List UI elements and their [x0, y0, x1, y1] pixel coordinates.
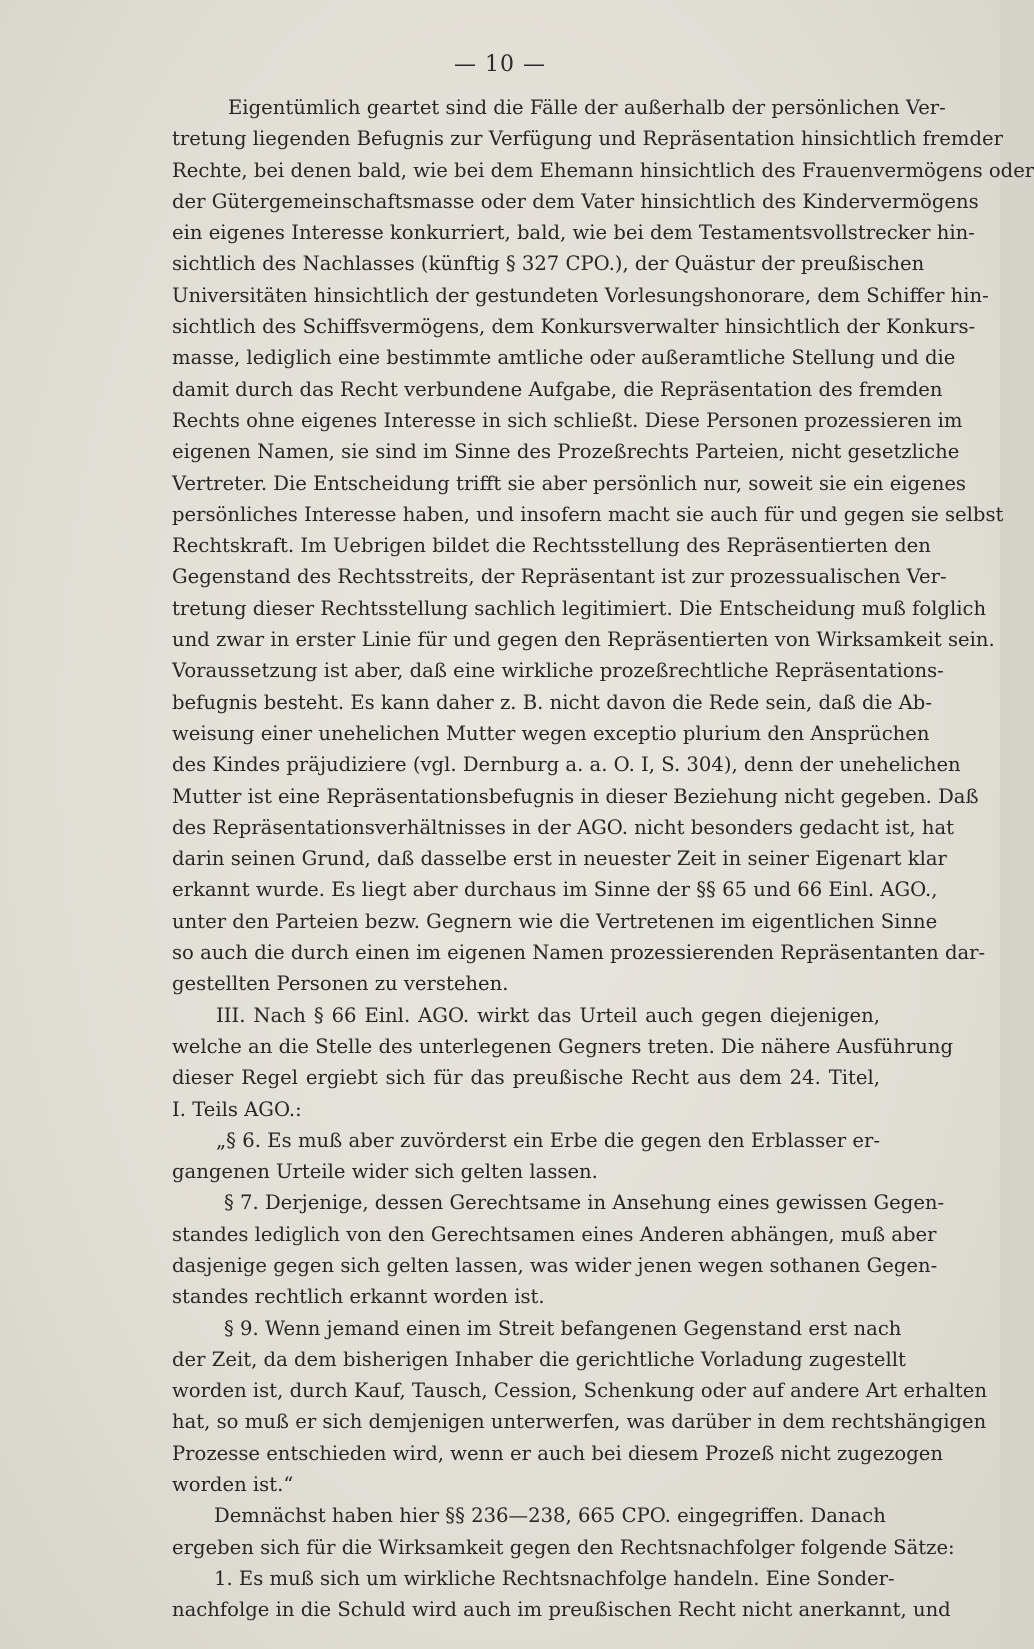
text-line: damit durch das Recht verbundene Aufgabe, die Repräsentation des fremden: [172, 377, 943, 401]
text-line: standes lediglich von den Gerechtsamen eines Anderen abhängen, muß aber: [172, 1222, 937, 1246]
page-number: — 10 —: [454, 52, 546, 77]
text-line: Vertreter. Die Entscheidung trifft sie aber persönlich nur, soweit sie ein eigenes: [172, 471, 966, 495]
text-line: Rechte, bei denen bald, wie bei dem Ehemann hinsichtlich des Frauenvermögens oder: [172, 158, 1034, 182]
text-line: dieser Regel ergiebt sich für das preußische Recht aus dem 24. Titel,: [172, 1066, 880, 1090]
text-line: standes rechtlich erkannt worden ist.: [172, 1285, 545, 1309]
text-line: Gegenstand des Rechtsstreits, der Repräsentant ist zur prozessualischen Ver-: [172, 565, 947, 589]
text-line: befugnis besteht. Es kann daher z. B. nicht davon die Rede sein, daß die Ab-: [172, 690, 932, 714]
text-line: des Kindes präjudiziere (vgl. Dernburg a. a. O. I, S. 304), denn der unehelichen: [172, 753, 961, 777]
text-line: Mutter ist eine Repräsentationsbefugnis in dieser Beziehung nicht gegeben. Daß: [172, 784, 979, 808]
body-text: [172, 92, 1034, 1626]
text-line: Eigentümlich geartet sind die Fälle der außerhalb der persönlichen Ver-: [228, 96, 946, 119]
text-line: Rechtskraft. Im Uebrigen bildet die Rechtsstellung des Repräsentierten den: [172, 534, 931, 558]
text-line: der Gütergemeinschaftsmasse oder dem Vater hinsichtlich des Kindervermögens: [172, 189, 979, 213]
text-line: Universitäten hinsichtlich der gestundeten Vorlesungshonorare, dem Schiffer hin-: [172, 283, 989, 307]
text-line: worden ist, durch Kauf, Tausch, Cession, Schenkung oder auf andere Art erhalten: [172, 1379, 987, 1403]
text-line: dasjenige gegen sich gelten lassen, was wider jenen wegen sothanen Gegen-: [172, 1253, 938, 1277]
text-line: worden ist.“: [172, 1473, 294, 1497]
text-line: gestellten Personen zu verstehen.: [172, 972, 509, 996]
text-line: des Repräsentationsverhältnisses in der AGO. nicht besonders gedacht ist, hat: [172, 815, 955, 839]
text-line: 1. Es muß sich um wirkliche Rechtsnachfolge handeln. Eine Sonder-: [214, 1566, 895, 1590]
text-line: Rechts ohne eigenes Interesse in sich schließt. Diese Personen prozessieren im: [172, 408, 963, 432]
text-line: sichtlich des Schiffsvermögens, dem Konkursverwalter hinsichtlich der Konkurs-: [172, 315, 976, 339]
text-line: und zwar in erster Linie für und gegen den Repräsentierten von Wirksamkeit sein.: [172, 628, 995, 652]
text-line: tretung liegenden Befugnis zur Verfügung und Repräsentation hinsichtlich fremder: [172, 127, 1003, 151]
text-line: eigenen Namen, sie sind im Sinne des Prozeßrechts Parteien, nicht gesetzliche: [172, 440, 960, 464]
text-line: weisung einer unehelichen Mutter wegen exceptio plurium den Ansprüchen: [172, 721, 930, 745]
text-line: tretung dieser Rechtsstellung sachlich legitimiert. Die Entscheidung muß folglich: [172, 596, 987, 620]
text-line: welche an die Stelle des unterlegenen Gegners treten. Die nähere Ausführung: [172, 1034, 954, 1058]
text-line: darin seinen Grund, daß dasselbe erst in neuester Zeit in seiner Eigenart klar: [172, 847, 947, 871]
text-line: III. Nach § 66 Einl. AGO. wirkt das Urteil auch gegen diejenigen,: [216, 1003, 880, 1027]
text-line: Voraussetzung ist aber, daß eine wirkliche prozeßrechtliche Repräsentations-: [172, 659, 944, 683]
text-line: § 7. Derjenige, dessen Gerechtsame in Ansehung eines gewissen Gegen-: [224, 1191, 945, 1215]
text-line: gangenen Urteile wider sich gelten lassen.: [172, 1160, 598, 1184]
text-line: ein eigenes Interesse konkurriert, bald, wie bei dem Testamentsvollstrecker hin-: [172, 221, 975, 245]
text-line: I. Teils AGO.:: [172, 1097, 302, 1121]
text-line: unter den Parteien bezw. Gegnern wie die Vertretenen im eigentlichen Sinne: [172, 909, 938, 933]
text-line: persönliches Interesse haben, und insofern macht sie auch für und gegen sie selbst: [172, 502, 1004, 526]
text-line: erkannt wurde. Es liegt aber durchaus im Sinne der §§ 65 und 66 Einl. AGO.,: [172, 878, 938, 902]
text-line: „§ 6. Es muß aber zuvörderst ein Erbe die gegen den Erblasser er-: [216, 1128, 880, 1152]
text-line: Prozesse entschieden wird, wenn er auch bei diesem Prozeß nicht zugezogen: [172, 1441, 943, 1465]
text-line: der Zeit, da dem bisherigen Inhaber die gerichtliche Vorladung zugestellt: [172, 1347, 906, 1371]
text-line: masse, lediglich eine bestimmte amtliche oder außeramtliche Stellung und die: [172, 346, 956, 370]
text-line: sichtlich des Nachlasses (künftig § 327 CPO.), der Quästur der preußischen: [172, 252, 925, 276]
text-line: Demnächst haben hier §§ 236—238, 665 CPO. eingegriffen. Danach: [214, 1504, 886, 1528]
text-line: § 9. Wenn jemand einen im Streit befangenen Gegenstand erst nach: [224, 1316, 902, 1340]
text-line: nachfolge in die Schuld wird auch im preußischen Recht nicht anerkannt, und: [172, 1598, 951, 1622]
text-line: hat, so muß er sich demjenigen unterwerfen, was darüber in dem rechtshängigen: [172, 1410, 987, 1434]
text-line: ergeben sich für die Wirksamkeit gegen den Rechtsnachfolger folgende Sätze:: [172, 1535, 955, 1559]
text-line: so auch die durch einen im eigenen Namen prozessierenden Repräsentanten dar-: [172, 941, 986, 965]
